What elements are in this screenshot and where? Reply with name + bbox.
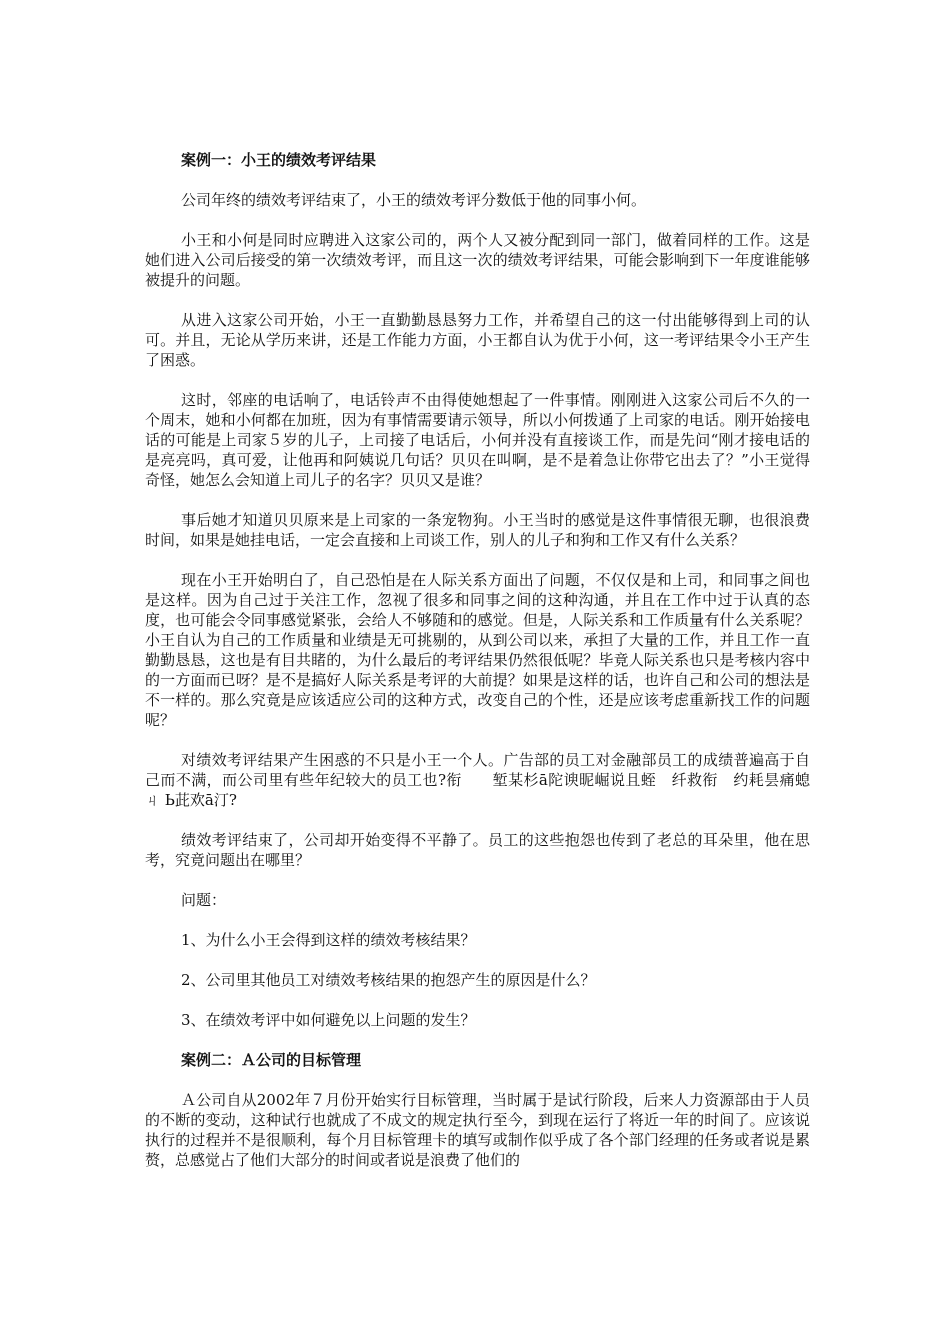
questions-label: 问题： bbox=[181, 891, 227, 909]
case1-paragraph: 这时，邻座的电话响了，电话铃声不由得使她想起了一件事情。刚刚进入这家公司后不久的一个周末，她和小何都在加班，因为有事情需要请示领导，所以小何拨通了上司家的电话。刚开始接电话的可能是上司家５岁的儿子，上司接了电话后，小何并没有直接谈工作，而是先问“刚才接电话的是亮亮吗，真可爱，让他再和阿姨说几句话？贝贝在叫啊，是不是着急让你带它出去了？”小王觉得奇怪，她怎么会知道上司儿子的名字？贝贝又是谁？ bbox=[145, 391, 810, 489]
question-item: 3、在绩效考评中如何避免以上问题的发生？ bbox=[181, 1011, 476, 1029]
case1-paragraph: 公司年终的绩效考评结束了，小王的绩效考评分数低于他的同事小何。 bbox=[181, 191, 647, 209]
case2-paragraph: Ａ公司自从2002年７月份开始实行目标管理，当时属于是试行阶段，后来人力资源部由于人员的不断的变动，这种试行也就成了不成文的规定执行至今，到现在运行了将近一年的时间了。应该说执行的过程并不是很顺利，每个月目标管理卡的填写或制作似乎成了各个部门经理的任务或者说是累赘，总感觉占了他们大部分的时间或者说是浪费了他们的 bbox=[145, 1091, 810, 1169]
case1-paragraph: 从进入这家公司开始，小王一直勤勤恳恳努力工作，并希望自己的这一付出能够得到上司的认可。并且，无论从学历来讲，还是工作能力方面，小王都自认为优于小何，这一考评结果令小王产生了困惑。 bbox=[145, 311, 810, 369]
case1-title: 案例一：小王的绩效考评结果 bbox=[181, 151, 377, 169]
question-item: 2、公司里其他员工对绩效考核结果的抱怨产生的原因是什么？ bbox=[181, 971, 596, 989]
document-page bbox=[145, 150, 826, 1190]
case1-paragraph: 绩效考评结束了，公司却开始变得不平静了。员工的这些抱怨也传到了老总的耳朵里，他在思考，究竟问题出在哪里？ bbox=[145, 831, 810, 869]
case1-paragraph: 现在小王开始明白了，自己恐怕是在人际关系方面出了问题，不仅仅是和上司，和同事之间也是这样。因为自己过于关注工作，忽视了很多和同事之间的这种沟通，并且在工作中过于认真的态度，也可能会令同事感觉紧张，会给人不够随和的感觉。但是，人际关系和工作质量有什么关系呢？小王自认为自己的工作质量和业绩是无可挑剔的，从到公司以来，承担了大量的工作，并且工作一直勤勤恳恳，这也是有目共睹的，为什么最后的考评结果仍然很低呢？毕竟人际关系也只是考核内容中的一方面而已呀？是不是搞好人际关系是考评的大前提？如果是这样的话，也许自己和公司的想法是不一样的。那么究竟是应该适应公司的这种方式，改变自己的个性，还是应该考虑重新找工作的问题呢？ bbox=[145, 571, 810, 729]
case1-paragraph: 小王和小何是同时应聘进入这家公司的，两个人又被分配到同一部门，做着同样的工作。这是她们进入公司后接受的第一次绩效考评，而且这一次的绩效考评结果，可能会影响到下一年度谁能够被提升的问题。 bbox=[145, 231, 810, 289]
case2-title: 案例二：Ａ公司的目标管理 bbox=[181, 1051, 362, 1069]
case1-paragraph: 对绩效考评结果产生困惑的不只是小王一个人。广告部的员工对金融部员工的成绩普遍高于自己而不满，而公司里有些年纪较大的员工也?衔 堑某杉ā陀谀昵崛说且蛭 纤救衔 约耗昙痛螅 ㄐ Ь茈欢ā汀? bbox=[145, 751, 826, 809]
case1-paragraph: 事后她才知道贝贝原来是上司家的一条宠物狗。小王当时的感觉是这件事情很无聊，也很浪费时间，如果是她挂电话，一定会直接和上司谈工作，别人的儿子和狗和工作又有什么关系？ bbox=[145, 511, 810, 549]
question-item: 1、为什么小王会得到这样的绩效考核结果？ bbox=[181, 931, 476, 949]
